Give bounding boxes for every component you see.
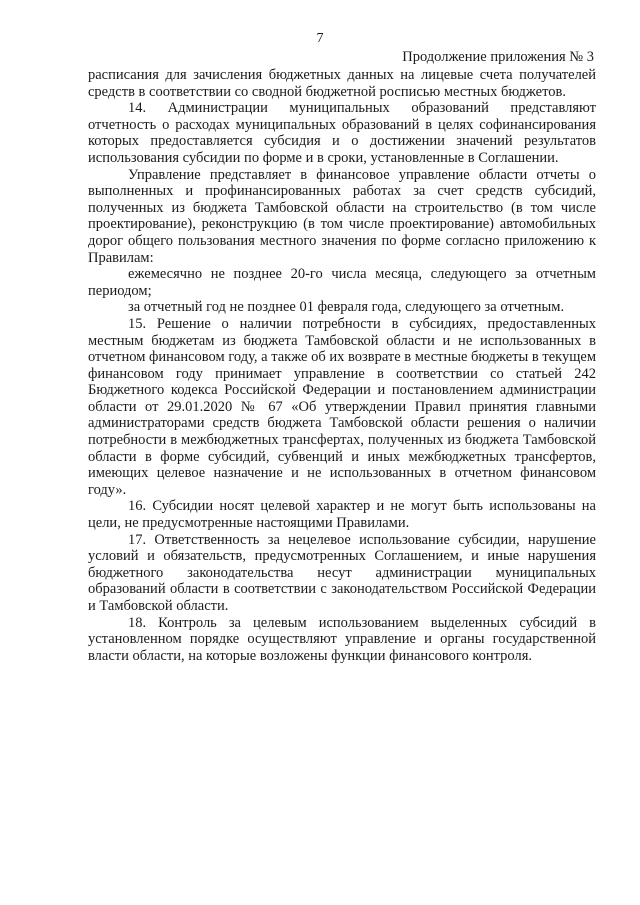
paragraph-annual-deadline: за отчетный год не позднее 01 февраля года, следующего за отчетным. (128, 299, 565, 316)
page-number: 7 (316, 31, 324, 46)
paragraph-monthly-deadline: ежемесячно не позднее 20-го числа месяца, следующего за отчетным периодом; (88, 266, 596, 299)
paragraph-continuation: расписания для зачисления бюджетных данных на лицевые счета получателей средств в соответствии со сводной бюджетной росписью местных бюджетов. (88, 67, 596, 100)
appendix-continuation-note: Продолжение приложения № 3 (402, 49, 594, 65)
paragraph-17: 17. Ответственность за нецелевое использование субсидии, нарушение условий и обязательств, предусмотренных Соглашением, и иные нарушения бюджетного законодательства несут администрации муниципальных образований области в соответствии с законодательством Российской Федерации и Тамбовской области. (88, 531, 596, 614)
paragraph-18: 18. Контроль за целевым использованием выделенных субсидий в установленном порядке осуществляют управление и органы государственной власти области, на которые возложены функции финансового контроля. (88, 614, 596, 664)
paragraph-16: 16. Субсидии носят целевой характер и не могут быть использованы на цели, не предусмотренные настоящими Правилами. (88, 498, 596, 532)
paragraph-15: 15. Решение о наличии потребности в субсидиях, предоставленных местным бюджетам из бюджета Тамбовской области и не использованных в отчетном финансовом году, а также об их возврате в местные бюджеты в текущем финансовом году принимает управление в соответствии со статьей 242 Бюджетного кодекса Российской Федерации и постановлением администрации области от 29.01.2020 № 67 «Об утверждении Правил принятия главными администраторами средств бюджета Тамбовской области решения о наличии потребности в межбюджетных трансфертах, полученных из бюджета Тамбовской области в форме субсидий, субвенций и иных межбюджетных трансфертов, имеющих целевое назначение и не использованных в отчетном финансовом году». (88, 315, 596, 498)
paragraph-14: 14. Администрации муниципальных образований представляют отчетность о расходах муниципальных образований в целях софинансирования которых предоставляется субсидия и о достижении значений результатов использования субсидии по форме и в сроки, установленные в Соглашении. (88, 100, 596, 166)
document-body (88, 67, 596, 664)
paragraph-reporting: Управление представляет в финансовое управление области отчеты о выполненных и профинансированных работах за счет средств субсидий, полученных из бюджета Тамбовской области на строительство (в том числе проектирование), реконструкцию (в том числе проектирование) автомобильных дорог общего пользования местного значения по форме согласно приложению к Правилам: (88, 166, 596, 266)
